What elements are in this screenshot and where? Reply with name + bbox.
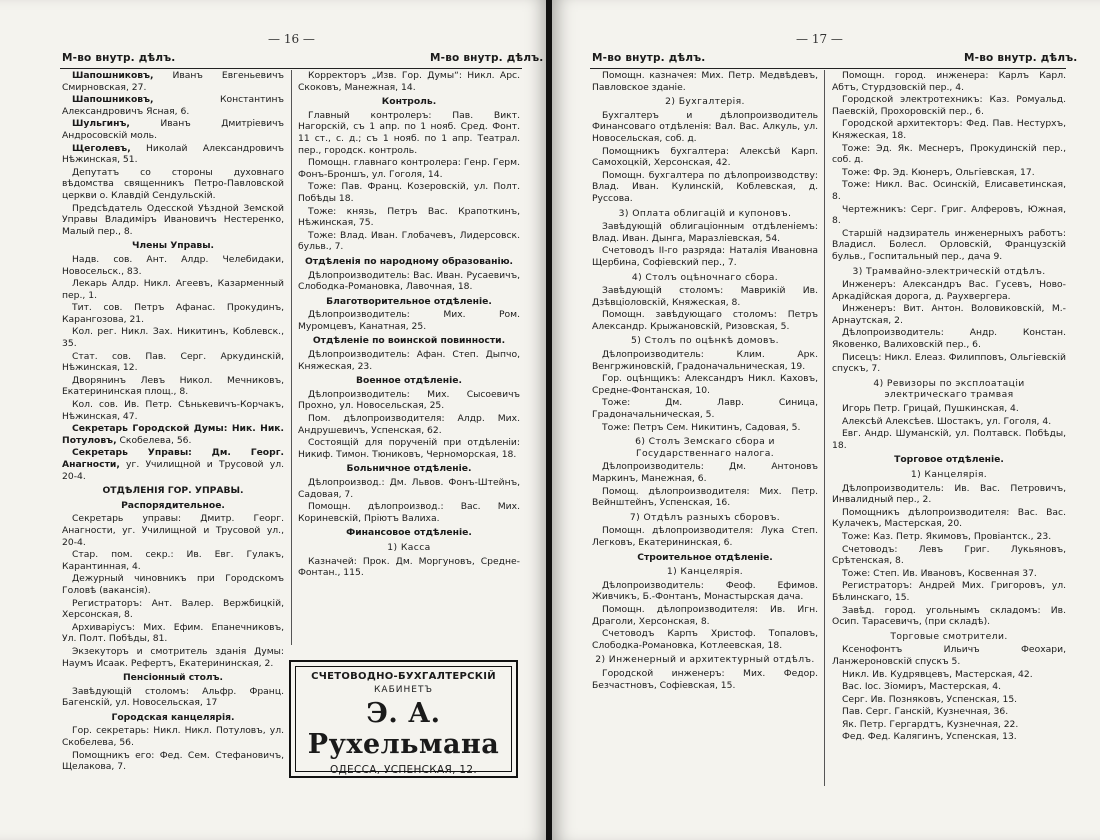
directory-entry <box>832 568 1066 580</box>
directory-entry <box>592 70 818 93</box>
directory-entry <box>832 605 1066 628</box>
entry-text: Главный контролеръ: Пав. Викт. Нагорскій, съ 1 апр. по 1 нояб. Сред. Фонт. 11 ст., с. д.; съ 1 нояб. по 1 апр. Театрал. пер., городск. контроль. <box>298 109 520 156</box>
directory-entry <box>592 349 818 372</box>
directory-entry <box>832 531 1066 543</box>
directory-entry <box>832 644 1066 667</box>
directory-entry <box>832 204 1066 227</box>
directory-entry <box>832 580 1066 603</box>
entry-text: Старшій надзиратель инженерныхъ работъ: Владисл. Болесл. Орловскій, Французскій бульв., Госпитальный пер., дача 9. <box>832 227 1066 262</box>
directory-entry <box>832 669 1066 681</box>
entry-text: Дворянинъ Левъ Никол. Мечниковъ, Екатерининская площ., 8. <box>62 374 284 398</box>
ad-line-3: Э. А. Рухельмана <box>307 698 500 760</box>
subsection-heading: 6) Столъ Земскаго сбора и Государственнаго налога. <box>635 436 775 459</box>
subsection-heading: 1) Касса <box>387 541 431 553</box>
page-number: — 17 — <box>796 32 843 46</box>
entry-text: Лекарь Алдр. Никл. Агеевъ, Казарменный пер., 1. <box>62 278 284 301</box>
entry-text: Помощн. дѣлопроизвод.: Вас. Мих. Кориневскій, Пріютъ Валиха. <box>298 501 520 524</box>
entry-text: Тит. сов. Петръ Афанас. Прокудинъ, Карангозова, 21. <box>62 302 284 325</box>
directory-entry <box>298 70 520 93</box>
subsection-heading: 1) Канцелярія. <box>666 566 744 578</box>
entry-text: Дѣлопроизводитель: Мих. Ром. Муромцевъ, Канатная, 25. <box>298 309 520 332</box>
directory-entry <box>592 628 818 651</box>
entry-text: Помощн. завѣдующаго столомъ: Петръ Александр. Крыжановскій, Ризовская, 5. <box>592 309 818 332</box>
entry-text: Иванъ Дмитріевичъ Андросовскій моль. <box>62 118 284 141</box>
entry-text: Помощникъ его: Фед. Сем. Стефановичъ, Щелакова, 7. <box>62 749 284 773</box>
directory-entry <box>832 428 1066 451</box>
directory-entry <box>832 706 1066 718</box>
section-heading: Больничное отдѣленіе. <box>346 463 472 475</box>
section-heading: Торговое отдѣленіе. <box>894 454 1004 466</box>
directory-entry <box>62 118 284 141</box>
entry-text: Помощн. город. инженера: Карлъ Карл. Абтъ, Стурдзовскій пер., 4. <box>832 70 1066 93</box>
entry-text: Дѣлопроизводитель: Клим. Арк. Венгржиновскій, Градоначальническая, 19. <box>592 349 818 372</box>
entry-text: Вас. Іос. Зіомиръ, Мастерская, 4. <box>842 681 1001 693</box>
entry-text: Пав. Серг. Ганскій, Кузнечная, 36. <box>842 706 1009 718</box>
entry-text: Тоже: Влад. Иван. Глобачевъ, Лидерсовск. бульв., 7. <box>298 229 520 253</box>
directory-entry <box>592 580 818 603</box>
entry-text: Помощн. дѣлопроизводителя: Ив. Игн. Драголи, Херсонская, 8. <box>592 603 818 627</box>
section-heading: Отдѣленія по народному образованію. <box>304 255 514 267</box>
directory-entry <box>832 143 1066 166</box>
subsection-heading: 3) Трамвайно-электрическій отдѣлъ. <box>852 265 1046 277</box>
column-divider <box>824 70 825 786</box>
directory-entry <box>832 719 1066 731</box>
entry-text: Дѣлопроизводитель: Афан. Степ. Дыпчо, Княжеская, 23. <box>298 349 520 372</box>
entry-text: Экзекуторъ и смотритель зданія Думы: Наумъ Исаак. Рефертъ, Екатерининская, 2. <box>62 645 284 669</box>
directory-entry <box>592 373 818 396</box>
entry-text: Тоже: Фр. Эд. Кюнеръ, Ольгіевская, 17. <box>842 166 1035 178</box>
entry-text: Стар. пом. секр.: Ив. Евг. Гулакъ, Карантинная, 4. <box>62 549 284 572</box>
entry-name: Секретарь Управы: Дм. Георг. Анагности, <box>62 447 284 470</box>
subsection-heading: 4) Столъ оцѣночнаго сбора. <box>631 271 779 283</box>
subsection-heading: 2) Бухгалтерія. <box>665 96 745 108</box>
ad-line-2: КАБИНЕТЪ <box>374 685 433 695</box>
directory-entry <box>832 228 1066 263</box>
directory-entry <box>592 309 818 332</box>
directory-entry <box>592 110 818 145</box>
running-head-right: М-во внутр. дѣлъ. <box>430 52 544 64</box>
entry-name: Секретарь Городской Думы: Ник. Ник. Потуловъ, <box>62 423 284 446</box>
entry-text: Бухгалтеръ и дѣлопроизводитель Финансоваго отдѣленія: Вал. Вас. Алкуль, ул. Новосельская, соб. д. <box>592 109 818 144</box>
entry-text: Дѣлопроизводитель: Андр. Констан. Яковенко, Валиховскій пер., 6. <box>832 327 1066 351</box>
directory-entry <box>62 203 284 238</box>
entry-text: Счетоводъ: Левъ Григ. Лукьяновъ, Срѣтенская, 8. <box>832 543 1066 567</box>
entry-text: Серг. Ив. Позняковъ, Успенская, 15. <box>842 693 1018 705</box>
directory-entry <box>62 70 284 93</box>
entry-text: Архиваріусъ: Мих. Ефим. Епанечниковъ, Ул. Полт. Побѣды, 81. <box>62 621 284 645</box>
directory-entry <box>62 351 284 374</box>
entry-text: Пом. дѣлопроизводителя: Алдр. Мих. Андрушевичъ, Успенская, 62. <box>298 413 520 436</box>
subsection-heading: 3) Оплата облигацій и купоновъ. <box>618 207 792 219</box>
directory-entry <box>62 598 284 621</box>
directory-entry <box>592 525 818 548</box>
entry-text: Гор. секретарь: Никл. Никл. Потуловъ, ул. Скобелева, 56. <box>62 725 284 749</box>
entry-text: Счетоводъ II-го разряда: Наталія Ивановна Щербина, Софіевский пер., 7. <box>592 245 818 268</box>
entry-text: Завѣдующій столомъ: Маврикій Ив. Дзѣвціоловскій, Княжеская, 8. <box>592 285 818 308</box>
entry-text: Тоже: Петръ Сем. Никитинъ, Садовая, 5. <box>602 421 801 433</box>
directory-entry <box>298 501 520 524</box>
entry-text: Завѣдующій столомъ: Альфр. Франц. Багенскій, ул. Новосельская, 17 <box>62 685 284 709</box>
entry-text: Регистраторъ: Ант. Валер. Вержбицкій, Херсонская, 8. <box>62 597 284 621</box>
directory-entry <box>832 694 1066 706</box>
ad-line-4: ОДЕССА, УСПЕНСКАЯ, 12. <box>329 764 478 776</box>
entry-text: Дѣлопроизводитель: Мих. Сысоевичъ Прохно, ул. Новосельская, 25. <box>298 388 520 412</box>
entry-text: Помощникъ бухгалтера: Алексѣй Карп. Самохоцкій, Херсонская, 42. <box>592 145 818 169</box>
entry-text: Стат. сов. Пав. Серг. Аркудинскій, Нѣжинская, 12. <box>62 350 284 374</box>
directory-entry <box>832 483 1066 506</box>
entry-text: Счетоводъ Карпъ Христоф. Топаловъ, Слободка-Романовка, Котлеевская, 18. <box>592 628 818 651</box>
directory-entry <box>298 389 520 412</box>
directory-entry <box>298 349 520 372</box>
entry-text: Инженеръ: Александръ Вас. Гусевъ, Ново-Аркадійская дорога, д. Раухвергера. <box>832 279 1066 302</box>
entry-text: Тоже: князь, Петръ Вас. Крапоткинъ, Нѣжинская, 75. <box>298 205 520 229</box>
entry-text: Никл. Ив. Кудрявцевъ, Мастерская, 42. <box>842 668 1033 680</box>
entry-text: Писецъ: Никл. Елеаз. Филипповъ, Ольгіевскій спускъ, 7. <box>832 351 1066 375</box>
directory-entry <box>62 302 284 325</box>
directory-entry <box>62 573 284 596</box>
entry-text: Помощн. казначея: Мих. Петр. Медвѣдевъ, Павловское зданіе. <box>592 70 818 93</box>
entry-text: Помощникъ дѣлопроизводителя: Вас. Вас. Кулачекъ, Мастерская, 20. <box>832 506 1066 530</box>
section-heading: Строительное отдѣленіе. <box>637 551 773 563</box>
running-head-left: М-во внутр. дѣлъ. <box>62 52 176 64</box>
directory-entry <box>298 230 520 253</box>
entry-text: Предсѣдатель Одесской Уѣздной Земской Управы Владиміръ Ивановичъ Нестеренко, Малый пер., 8. <box>62 202 284 237</box>
entry-text: Гор. оцѣнщикъ: Александръ Никл. Каховъ, Средне-Фонтанская, 10. <box>592 373 818 396</box>
directory-entry <box>62 278 284 301</box>
entry-text: Помощн. дѣлопроизводителя: Лука Степ. Легковъ, Екатерининская, 6. <box>592 525 818 548</box>
entry-text: Евг. Андр. Шуманскій, ул. Полтавск. Побѣды, 18. <box>832 428 1066 451</box>
directory-entry <box>592 221 818 244</box>
section-heading: Военное отдѣленіе. <box>356 375 462 387</box>
directory-entry <box>832 416 1066 428</box>
directory-entry <box>832 507 1066 530</box>
entry-text: Завѣд. город. угольнымъ складомъ: Ив. Осип. Тарасевичъ, (при складѣ). <box>832 604 1066 628</box>
entry-text: Помощн. главнаго контролера: Генр. Герм. Фонъ-Броншъ, ул. Гоголя, 14. <box>298 157 520 180</box>
directory-entry <box>298 437 520 460</box>
directory-entry <box>62 143 284 166</box>
entry-text: Константинъ Александровичъ Ясная, 6. <box>62 94 284 117</box>
directory-entry <box>62 167 284 202</box>
right-page-column-1 <box>592 70 818 692</box>
advertisement-box <box>289 660 518 778</box>
entry-text: Городской электротехникъ: Каз. Ромуальд. Паевскій, Прохоровскій пер., 6. <box>832 94 1066 117</box>
directory-entry <box>62 423 284 446</box>
directory-entry <box>832 279 1066 302</box>
directory-entry <box>832 544 1066 567</box>
directory-entry <box>592 170 818 205</box>
subsection-heading: Торговые смотрители. <box>890 630 1008 642</box>
entry-text: Як. Петр. Гергардтъ, Кузнечная, 22. <box>842 718 1019 730</box>
entry-text: Чертежникъ: Серг. Григ. Алферовъ, Южная, 8. <box>832 203 1066 227</box>
running-head-left: М-во внутр. дѣлъ. <box>592 52 706 64</box>
left-page-column-2 <box>298 70 520 580</box>
section-heading: Члены Управы. <box>131 240 215 252</box>
directory-entry <box>62 399 284 422</box>
directory-entry <box>62 375 284 398</box>
entry-text: Дѣлопроизводитель: Ив. Вас. Петровичъ, Инвалидный пер., 2. <box>832 482 1066 506</box>
left-page <box>0 0 548 840</box>
directory-entry <box>592 668 818 691</box>
directory-entry <box>298 556 520 579</box>
directory-entry <box>832 352 1066 375</box>
directory-entry <box>62 646 284 669</box>
directory-entry <box>592 486 818 509</box>
entry-text: Фед. Фед. Калягинъ, Успенская, 13. <box>842 731 1017 743</box>
entry-text: Инженеръ: Вит. Антон. Воловиковскій, М.-Арнаутская, 2. <box>832 303 1066 326</box>
section-heading: Отдѣленіе по воинской повинности. <box>312 335 506 347</box>
directory-entry <box>832 403 1066 415</box>
column-divider <box>291 70 292 645</box>
entry-name: Щеголевъ, <box>72 142 131 154</box>
entry-text: Тоже: Никл. Вас. Осинскій, Елисаветинская, 8. <box>832 179 1066 202</box>
entry-text: Надв. сов. Ант. Алдр. Челебидаки, Новосельск., 83. <box>62 253 284 277</box>
directory-entry <box>592 422 818 434</box>
directory-entry <box>832 327 1066 350</box>
directory-entry <box>62 254 284 277</box>
directory-entry <box>62 326 284 349</box>
section-heading: Контроль. <box>381 96 437 108</box>
directory-entry <box>592 461 818 484</box>
section-heading: Благотворительное отдѣленіе. <box>326 295 492 307</box>
directory-entry <box>298 309 520 332</box>
entry-name: Шапошниковъ, <box>72 70 154 81</box>
directory-entry <box>832 70 1066 93</box>
entry-name: Шапошниковъ, <box>72 94 154 106</box>
directory-entry <box>298 270 520 293</box>
entry-text: Николай Александровичъ Нѣжинская, 51. <box>62 142 284 166</box>
directory-entry <box>298 110 520 156</box>
ad-line-1: СЧЕТОВОДНО-БУХГАЛТЕРСКІЙ <box>311 671 496 682</box>
header-rule <box>590 68 1066 69</box>
entry-text: уг. Училищной и Трусовой ул. 20-4. <box>62 459 284 482</box>
subsection-heading: 4) Ревизоры по эксплоатаціи электрическаго трамвая <box>873 377 1025 401</box>
directory-entry <box>298 413 520 436</box>
entry-text: Иванъ Евгеньевичъ Смирновская, 27. <box>62 70 284 93</box>
subsection-heading: 2) Инженерный и архитектурный отдѣлъ. <box>595 654 815 666</box>
directory-entry <box>298 477 520 500</box>
directory-entry <box>832 303 1066 326</box>
directory-entry <box>592 397 818 420</box>
entry-text: Дежурный чиновникъ при Городскомъ Головѣ (вакансія). <box>62 573 284 596</box>
entry-text: Тоже: Степ. Ив. Ивановъ, Косвенная 37. <box>842 567 1037 579</box>
directory-entry <box>298 181 520 204</box>
entry-text: Алексѣй Алексѣев. Шостакъ, ул. Гоголя, 4. <box>842 415 1052 427</box>
entry-text: Тоже: Дм. Лавр. Синица, Градоначальническая, 5. <box>592 397 818 421</box>
left-page-column-1 <box>62 70 284 774</box>
entry-text: Кол. рег. Никл. Зах. Никитинъ, Коблевск., 35. <box>62 326 284 350</box>
entry-text: Тоже: Каз. Петр. Якимовъ, Провіантск., 23. <box>842 530 1052 542</box>
entry-text: Корректоръ „Изв. Гор. Думы“: Никл. Арс. Скоковъ, Манежная, 14. <box>298 70 520 93</box>
entry-text: Дѣлопроизводитель: Феоф. Ефимов. Живчикъ, Б.-Фонтанъ, Монастырская дача. <box>592 579 818 603</box>
entry-text: Помощ. дѣлопроизводителя: Мих. Петр. Вейнштейнъ, Успенская, 16. <box>592 485 818 509</box>
directory-entry <box>62 725 284 748</box>
right-page <box>552 0 1100 840</box>
subsection-heading: 7) Отдѣлъ разныхъ сборовъ. <box>629 511 781 523</box>
entry-text: Секретарь управы: Дмитр. Георг. Анагности, уг. Училищной и Трусовой ул., 20-4. <box>62 513 284 548</box>
entry-text: Казначей: Прок. Дм. Моргуновъ, Средне-Фонтан., 115. <box>298 555 520 579</box>
subsection-heading: 1) Канцелярія. <box>910 469 988 480</box>
directory-entry <box>592 146 818 169</box>
section-heading: Пенсіонный столъ. <box>122 672 224 684</box>
section-heading: Финансовое отдѣленіе. <box>346 527 472 539</box>
directory-entry <box>62 94 284 117</box>
directory-entry <box>62 447 284 482</box>
entry-text: Дѣлопроизводитель: Вас. Иван. Русаевичъ, Слободка-Романовка, Лавочная, 18. <box>298 269 520 293</box>
directory-entry <box>832 681 1066 693</box>
directory-entry <box>62 513 284 548</box>
section-heading: ОТДѢЛЕНІЯ ГОР. УПРАВЫ. <box>102 485 244 497</box>
directory-entry <box>298 157 520 180</box>
entry-text: Завѣдующій облигаціонным отдѣленіемъ: Влад. Иван. Дынга, Маразліевская, 54. <box>592 221 818 244</box>
entry-name: Шульгинъ, <box>72 118 130 130</box>
header-rule <box>60 68 522 69</box>
entry-text: Скобелева, 56. <box>116 434 192 446</box>
directory-entry <box>62 622 284 645</box>
entry-text: Городской архитекторъ: Фед. Пав. Нестурхъ, Княжеская, 18. <box>832 118 1066 141</box>
directory-entry <box>62 549 284 572</box>
entry-text: Городской инженеръ: Мих. Федор. Безчастновъ, Софіевская, 15. <box>592 667 818 691</box>
entry-text: Игорь Петр. Грицай, Пушкинская, 4. <box>842 403 1019 415</box>
entry-text: Состоящій для порученій при отдѣленіи: Никиф. Тимон. Тюниковъ, Черноморская, 18. <box>298 437 520 460</box>
directory-entry <box>832 731 1066 743</box>
directory-entry <box>832 167 1066 179</box>
running-head-right: М-во внутр. дѣлъ. <box>964 52 1078 64</box>
entry-text: Депутатъ со стороны духовнаго вѣдомства священникъ Петро-Павловской церкви о. Клавдій Сендульскій. <box>62 166 284 201</box>
subsection-heading: 5) Столъ по оцѣнкѣ домовъ. <box>630 335 780 347</box>
directory-entry <box>298 206 520 229</box>
section-heading: Городская канцелярія. <box>111 711 235 723</box>
entry-text: Тоже: Эд. Як. Меснеръ, Прокудинскій пер., соб. д. <box>832 142 1066 166</box>
entry-text: Помощн. бухгалтера по дѣлопроизводству: Влад. Иван. Кулинскій, Коблевская, д. Руссова. <box>592 169 818 204</box>
directory-entry <box>832 118 1066 141</box>
right-page-column-2 <box>832 70 1066 744</box>
directory-entry <box>62 750 284 773</box>
directory-entry <box>592 604 818 627</box>
entry-text: Ксенофонтъ Ильичъ Феохари, Ланжероновскій спускъ 5. <box>832 644 1066 667</box>
page-number: — 16 — <box>268 32 315 46</box>
directory-entry <box>62 686 284 709</box>
entry-text: Кол. сов. Ив. Петр. Сѣнькевичъ-Корчакъ, Нѣжинская, 47. <box>62 399 284 422</box>
entry-text: Дѣлопроизводитель: Дм. Антоновъ Маркинъ, Манежная, 6. <box>592 461 818 484</box>
directory-entry <box>832 179 1066 202</box>
entry-text: Дѣлопроизвод.: Дм. Львов. Фонъ-Штейнъ, Садовая, 7. <box>298 477 520 500</box>
entry-text: Тоже: Пав. Франц. Козеровскій, ул. Полт. Побѣды 18. <box>298 181 520 204</box>
section-heading: Распорядительное. <box>121 499 225 511</box>
entry-text: Регистраторъ: Андрей Мих. Григоровъ, ул. Бѣлинскаго, 15. <box>832 580 1066 603</box>
directory-entry <box>592 285 818 308</box>
directory-entry <box>832 94 1066 117</box>
directory-entry <box>592 245 818 268</box>
advertisement-inner-frame <box>295 666 512 772</box>
